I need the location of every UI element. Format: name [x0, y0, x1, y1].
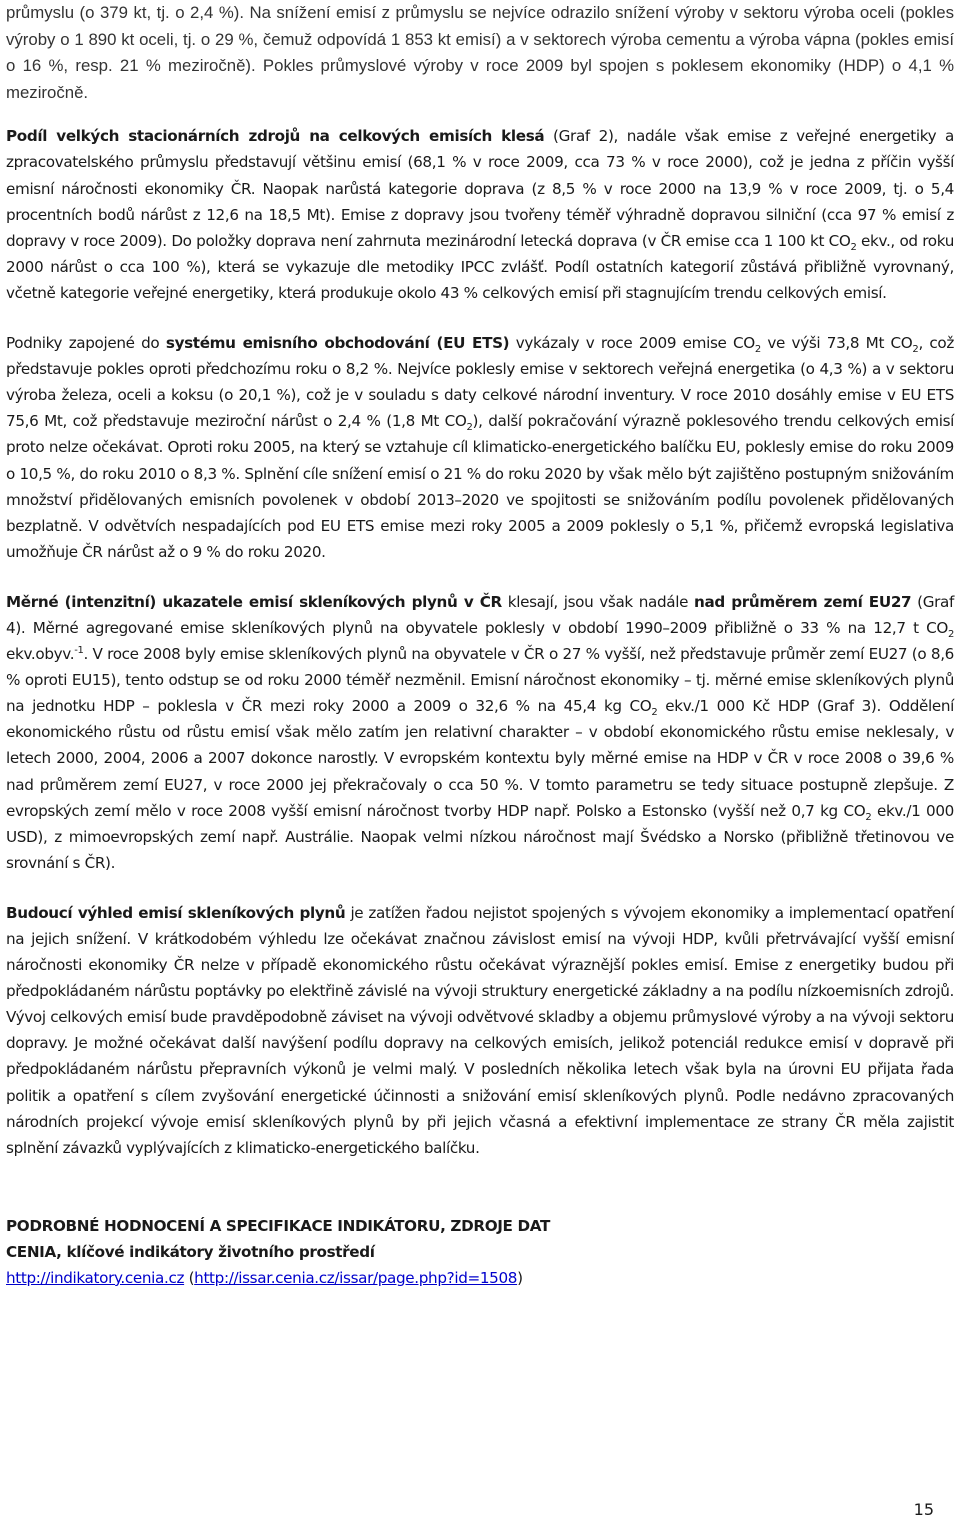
- paragraph-text: , což představuje pokles oproti předchozímu roku o 8,2 %. Nejvíce poklesly emise v sektorech veřejná energetika (o 4,3 %) a v sektoru výroba železa, oceli a koksu (o 20,1 %), což je v souladu s daty celkové národní inventury. V roce 2010 dosáhly emise v EU ETS 75,6 Mt, což představuje meziroční nárůst o 2,4 % (1,8 Mt CO: [6, 334, 954, 431]
- subscript: 2: [912, 344, 919, 356]
- subscript: 2: [466, 422, 473, 434]
- sources-subheading: CENIA, klíčové indikátory životního prostředí: [6, 1242, 375, 1261]
- paragraph-text: (Graf 4). Měrné agregované emise skleníkových plynů na obyvatele poklesly v období 1990–2009 přibližně o 33 % na 12,7 t CO: [6, 592, 955, 637]
- sources-links: [6, 1265, 954, 1291]
- paragraph-text: ekv.obyv.: [6, 645, 75, 664]
- superscript: -1: [74, 645, 84, 656]
- document-page: [6, 0, 954, 1291]
- link-separator: ): [517, 1268, 523, 1287]
- paragraph-intensity-indicators: [6, 589, 954, 876]
- paragraph-text: (Graf 2), nadále však emise z veřejné energetiky a zpracovatelského průmyslu představují většinu emisí (68,1 % v roce 2009, cca 73 % v roce 2000), což je jedna z příčin vyšší emisní náročnosti ekonomiky ČR. Naopak narůstá kategorie doprava (z 8,5 % v roce 2000 na 13,9 % v roce 2009, tj. o 5,4 procentních bodů nárůst z 12,6 na 18,5 Mt). Emise z dopravy jsou tvořeny téměř výhradně dopravou silniční (cca 97 % emisí z dopravy v roce 2009). Do položky doprava není zahrnuta mezinárodní letecká doprava (v ČR emise cca 1 100 kt CO: [6, 127, 954, 250]
- link-issar[interactable]: http://issar.cenia.cz/issar/page.php?id=1508: [194, 1268, 518, 1287]
- bold-phrase: Měrné (intenzitní) ukazatele emisí skleníkových plynů v ČR: [6, 592, 502, 611]
- paragraph-text: . V roce 2008 byly emise skleníkových plynů na obyvatele v ČR o 27 % vyšší, než představuje průměr zemí EU27 (o 8,6 % oproti EU15), tento odstup se od roku 2000 téměř nezměnil. Emisní náročnost ekonomiky – tj. měrné emise skleníkových plynů na jednotku HDP – poklesla v ČR mezi roky 2000 a 2009 o 32,6 % na 45,4 kg CO: [6, 645, 954, 716]
- subscript: 2: [651, 707, 658, 719]
- paragraph-text: klesají, jsou však nadále: [501, 592, 694, 611]
- subscript: 2: [947, 629, 954, 640]
- paragraph-future-outlook: [6, 900, 954, 1161]
- paragraph-text: ve výši 73,8 Mt CO: [760, 334, 913, 353]
- paragraph-text: vykázaly v roce 2009 emise CO: [509, 334, 755, 353]
- paragraph-text: ekv./1 000 Kč HDP (Graf 3). Oddělení ekonomického růstu od růstu emisí však mělo zatím jen relativní charakter – v období ekonomického růstu emise neklesaly, v letech 2000, 2004, 2006 a 2007 dokonce narostly. V evropském kontextu byly měrné emise na HDP v ČR v roce 2008 o 39,6 % nad průměrem zemí EU27, v roce 2000 jej překračovaly o cca 50 %. V tomto parametru se tedy situace postupně zlepšuje. Z evropských zemí mělo v roce 2008 vyšší emisní náročnost tvorby HDP např. Polsko a Estonsko (vyšší než 0,7 kg CO: [6, 697, 955, 820]
- indicator-sources: [6, 1213, 954, 1291]
- paragraph-eu-ets: [6, 330, 954, 565]
- bold-phrase: Podíl velkých stacionárních zdrojů na celkových emisích klesá: [6, 127, 545, 146]
- paragraph-stationary-sources: [6, 123, 954, 306]
- paragraph-text: ekv., od roku 2000 nárůst o cca 100 %), která se vykazuje dle metodiky IPCC zvlášť. Podíl ostatních kategorií zůstává přibližně vyrovnaný, včetně kategorie veřejné energetiky, která produkuje okolo 43 % celkových emisí při stagnujícím trendu celkových emisí.: [6, 231, 954, 302]
- paragraph-text: ), další pokračování výrazně poklesového trendu celkových emisí proto nelze očekávat. Oproti roku 2005, na který se vztahuje cíl klimaticko-energetického balíčku EU, poklesly emise do roku 2009 o 10,5 %, do roku 2010 o 8,3 %. Splnění cíle snížení emisí o 21 % do roku 2020 by však mělo být zajištěno postupným snižováním množství přidělovaných emisních povolenek v období 2013–2020 ve spojitosti se snižováním podílu povolenek přidělovaných bezplatně. V odvětvích nespadajících pod EU ETS emise mezi roky 2005 a 2009 poklesly o 5,1 %, přičemž evropská legislativa umožňuje ČR nárůst až o 9 % do roku 2020.: [6, 412, 954, 561]
- subscript: 2: [865, 811, 872, 823]
- sources-heading: PODROBNÉ HODNOCENÍ A SPECIFIKACE INDIKÁTORU, ZDROJE DAT: [6, 1216, 551, 1235]
- paragraph-text: je zatížen řadou nejistot spojených s vývojem ekonomiky a implementací opatření na jejich snížení. V krátkodobém výhledu lze očekávat značnou závislost emisí na vývoji HDP, kvůli přetrvávající vyšší emisní náročnosti ekonomiky ČR nelze v případě ekonomického růstu očekávat výraznější pokles emisí. Emise z energetiky budou při předpokládaném nárůstu poptávky po elektřině závislé na vývoji struktury energetické základny a na podílu nízkoemisních zdrojů. Vývoj celkových emisí bude pravděpodobně záviset na vývoji odvětvové skladby a objemu průmyslové výroby a na vývoji sektoru dopravy. Je možné očekávat další navýšení podílu dopravy na celkových emisích, jelikož potenciál redukce emisí v dopravě při předpokládaném nárůstu přepravních výkonů je velmi malý. V posledních několika letech však byla na úrovni EU přijata řada politik a opatření s cílem zvyšování energetické účinnosti a snižování emisí skleníkových plynů. Podle nedávno zpracovaných národních projekcí vývoje emisí skleníkových plynů by při jejich včasná a efektivní implementace ze strany ČR měla zajistit splnění závazků vyplývajících z klimaticko-energetického balíčku.: [6, 903, 954, 1157]
- bold-phrase: Budoucí výhled emisí skleníkových plynů: [6, 903, 346, 922]
- link-separator: (: [184, 1268, 195, 1287]
- link-indikatory[interactable]: http://indikatory.cenia.cz: [6, 1268, 185, 1287]
- bold-phrase: nad průměrem zemí EU27: [693, 592, 912, 611]
- intro-paragraph: průmyslu (o 379 kt, tj. o 2,4 %). Na snížení emisí z průmyslu se nejvíce odrazilo snížení výroby v sektoru výroba oceli (pokles výroby o 1 890 kt oceli, tj. o 29 %, čemuž odpovídá 1 853 kt emisí) a v sektorech výroba cementu a výroba vápna (pokles emisí o 16 %, resp. 21 % meziročně). Pokles průmyslové výroby v roce 2009 byl spojen s poklesem ekonomiky (HDP) o 4,1 % meziročně.: [6, 3, 954, 102]
- paragraph-text: Podniky zapojené do: [6, 334, 166, 353]
- page-number: 15: [913, 1500, 934, 1519]
- subscript: 2: [754, 344, 761, 356]
- subscript: 2: [850, 241, 857, 253]
- paragraph-text: ekv./1 000 USD), z mimoevropských zemí např. Austrálie. Naopak velmi nízkou náročnost mají Švédsko a Norsko (přibližně třetinovou ve srovnání s ČR).: [6, 801, 954, 872]
- bold-phrase: systému emisního obchodování (EU ETS): [165, 334, 510, 353]
